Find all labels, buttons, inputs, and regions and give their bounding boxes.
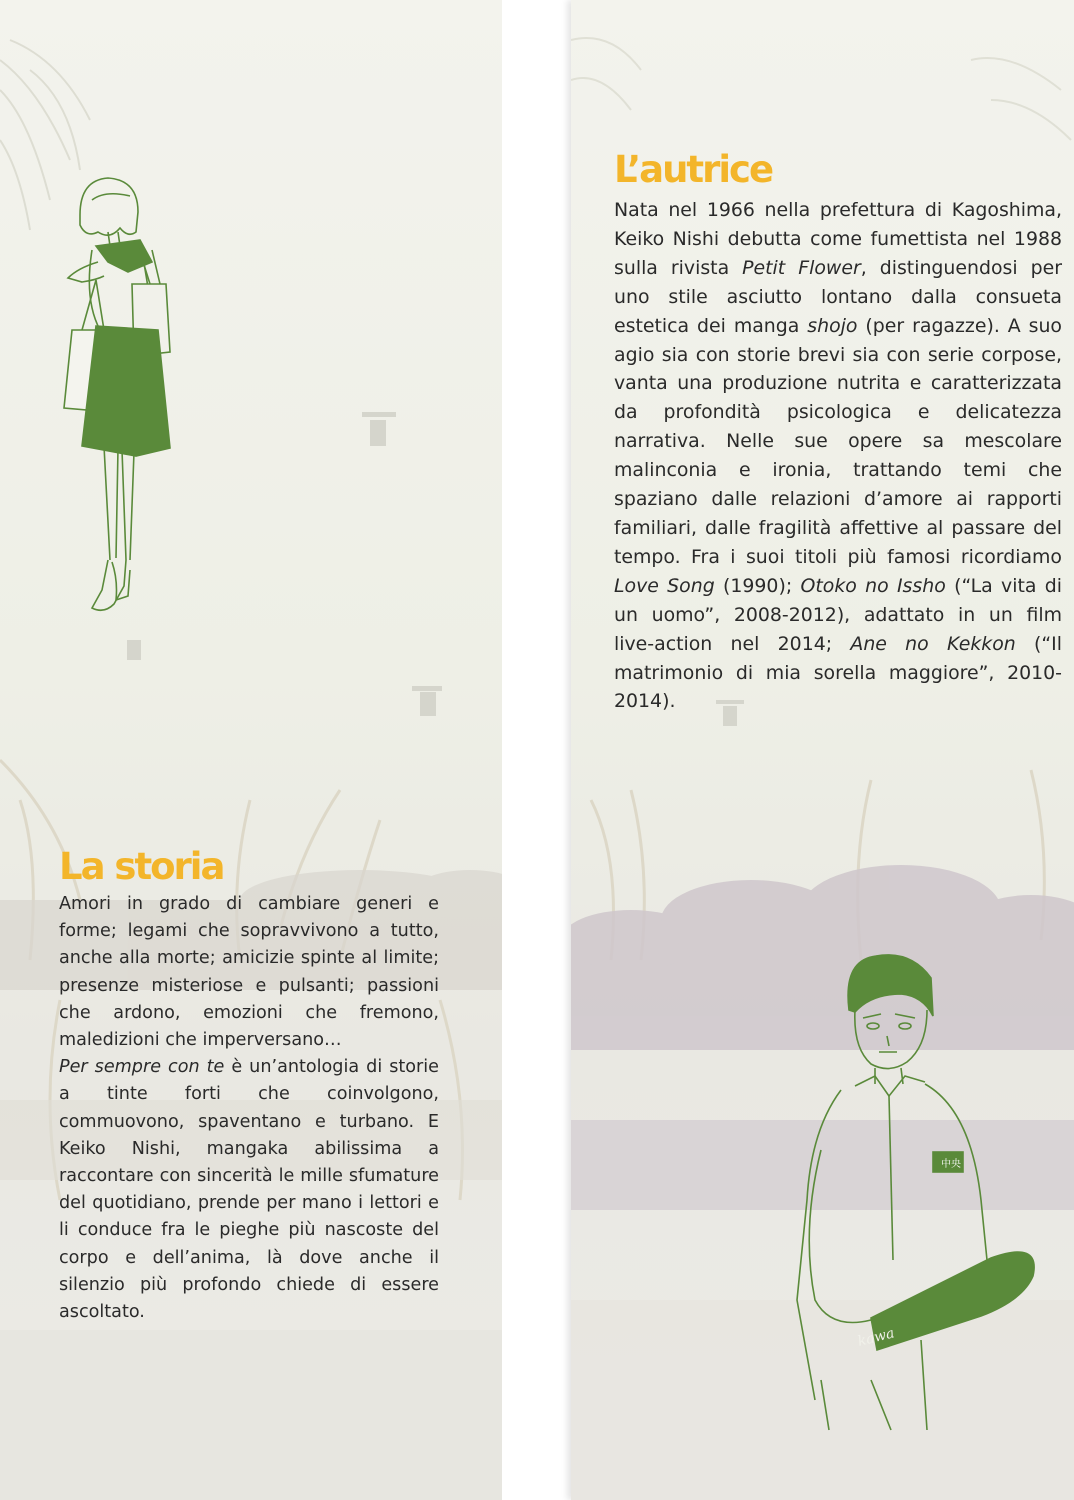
right-panel	[571, 0, 1074, 1500]
story-paragraph-2: Per sempre con te è un’antologia di storie a tinte forti che coinvolgono, commuovono, spaventano e turbano. E Keiko Nishi, mangaka abilissima a raccontare con sincerità le mille sfumature del quotidiano, prende per mano i lettori e li conduce fra le pieghe più nascoste del corpo e dell’anima, là dove anche il silenzio più profondo chiede di essere ascoltato.	[59, 1057, 439, 1323]
left-panel	[0, 0, 502, 1500]
author-paragraph: Nata nel 1966 nella prefettura di Kagoshima, Keiko Nishi debutta come fumettista nel 1988 sulla rivista Petit Flower, distinguendosi per uno stile asciutto lontano dalla consueta estetica dei manga shojo (per ragazze). A suo agio sia con storie brevi sia con serie corpose, vanta una produzione nutrita e caratterizzata da profondità psicologica e delicatezza narrativa. Nelle sue opere sa mescolare malinconia e ironia, trattando temi che spaziano dalle relazioni d’amore ai rapporti familiari, dalle fragilità affettive al passare del tempo. Fra i suoi titoli più famosi ricordiamo Love Song (1990); Otoko no Issho (“La vita di un uomo”, 2008-2012), adattato in un film live-action nel 2014; Ane no Kekkon (“Il matrimonio di mia sorella maggiore”, 2010-2014).	[614, 199, 1063, 713]
work-title-love-song: Love Song	[614, 574, 715, 597]
author-text	[614, 196, 1062, 716]
genre-term: shojo	[807, 314, 858, 337]
book-title: Per sempre con te	[59, 1057, 225, 1078]
girl-illustration	[64, 178, 170, 610]
work-title-ane-no-kekkon: Ane no Kekkon	[850, 632, 1016, 655]
jacket-patch-text: 中央	[941, 1159, 961, 1170]
story-heading: La storia	[59, 845, 224, 888]
story-text	[59, 891, 439, 1326]
bag-text: kawa	[856, 1325, 897, 1350]
story-paragraph-1: Amori in grado di cambiare generi e forme; legami che sopravvivono a tutto, anche alla morte; amicizie spinte al limite; presenze misteriose e pulsanti; passioni che ardono, emozioni che fremono, maledizioni che imperversano…	[59, 894, 439, 1051]
work-title-otoko-no-issho: Otoko no Issho	[800, 574, 946, 597]
author-heading: L’autrice	[614, 148, 773, 191]
magazine-title: Petit Flower	[742, 256, 861, 279]
page-gutter	[502, 0, 571, 1500]
